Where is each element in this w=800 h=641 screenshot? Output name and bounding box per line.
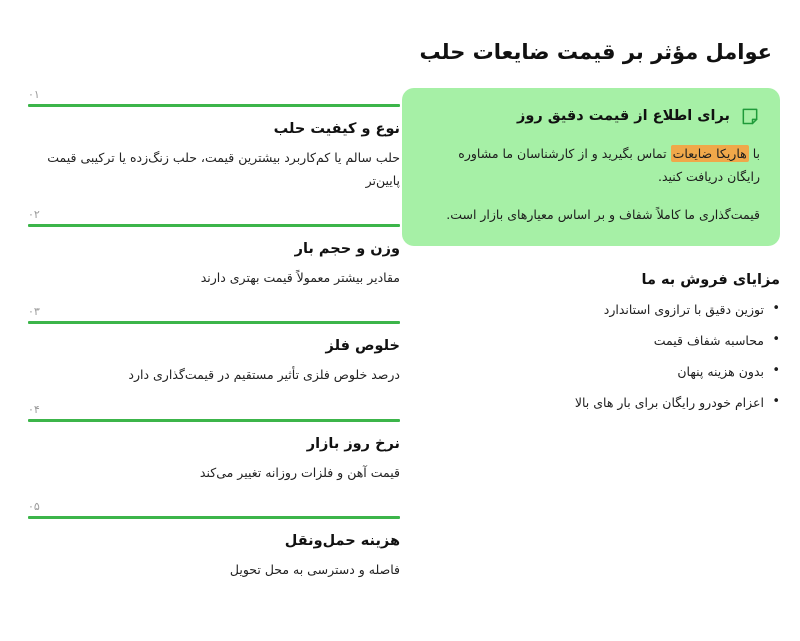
callout-title: برای اطلاع از قیمت دقیق روز (517, 108, 730, 124)
list-item: • بدون هزینه پنهان (402, 362, 780, 382)
page-title: عوامل مؤثر بر قیمت ضایعات حلب (419, 40, 772, 65)
factor-divider (28, 516, 400, 519)
factor-description: حلب سالم یا کم‌کاربرد بیشترین قیمت، حلب زنگ‌زده یا ترکیبی قیمت پایین‌تر (47, 150, 400, 189)
list-item: • اعزام خودرو رایگان برای بار های بالا (402, 393, 780, 413)
callout-paragraph-2: قیمت‌گذاری ما کاملاً شفاف و بر اساس معیارهای بازار است. (446, 207, 760, 222)
factors-column (28, 88, 400, 593)
factor-number: ۰۵ (28, 499, 40, 513)
factor-item (28, 403, 400, 484)
price-info-callout (402, 88, 780, 246)
note-icon (740, 106, 760, 126)
factor-title: نوع و کیفیت حلب (273, 121, 400, 137)
factor-description: مقادیر بیشتر معمولاً قیمت بهتری دارند (200, 270, 400, 286)
right-column (402, 88, 780, 424)
factor-divider (28, 104, 400, 107)
factor-title: هزینه حمل‌ونقل (284, 532, 400, 549)
list-item: • محاسبه شفاف قیمت (402, 331, 780, 351)
factor-title: نرخ روز بازار (306, 435, 400, 452)
list-item: • توزین دقیق با ترازوی استاندارد (402, 300, 780, 320)
factor-title: خلوص فلز (325, 338, 400, 355)
factor-item (28, 208, 400, 289)
factor-item (28, 305, 400, 386)
factor-number: ۰۴ (28, 402, 40, 416)
factor-description: قیمت آهن و فلزات روزانه تغییر می‌کند (199, 464, 400, 480)
factor-item (28, 500, 400, 581)
factor-divider (28, 224, 400, 227)
callout-header (422, 104, 760, 128)
benefits-list (402, 300, 780, 413)
benefits-title: مزایای فروش به ما (641, 272, 780, 289)
brand-highlight: هاریکا ضایعات (672, 145, 747, 161)
factor-title: وزن و حجم بار (294, 241, 400, 258)
factor-number: ۰۱ (28, 88, 40, 101)
factor-number: ۰۳ (28, 305, 40, 319)
callout-text-after: تماس بگیرید و از کارشناسان ما مشاوره رایگان دریافت کنید. (458, 145, 760, 184)
factor-item (28, 88, 400, 192)
factor-number: ۰۲ (28, 208, 40, 222)
factor-divider (28, 321, 400, 324)
callout-paragraph-1 (422, 142, 760, 188)
factor-divider (28, 419, 400, 422)
factor-description: درصد خلوص فلزی تأثیر مستقیم در قیمت‌گذاری دارد (128, 367, 400, 383)
factor-description: فاصله و دسترسی به محل تحویل (229, 561, 400, 577)
callout-text-before: با (748, 145, 760, 161)
